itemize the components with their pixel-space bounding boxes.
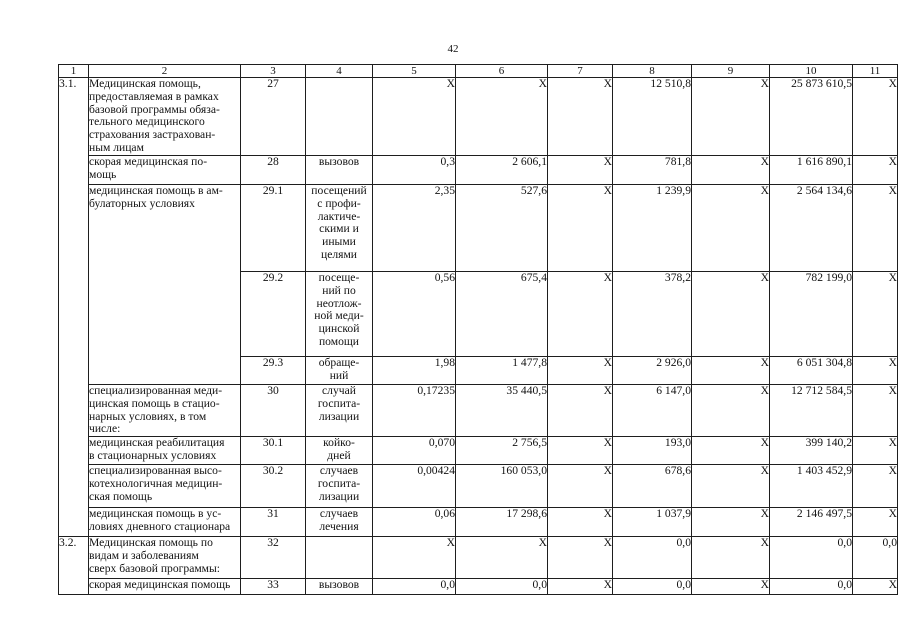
value-col-6: Х [538,536,547,550]
value-col-7: Х [603,184,612,197]
value-cell-col-7 [548,385,613,437]
value-cell-col-9 [692,357,770,385]
section-code-cell [59,78,89,537]
unit-line: лизации [318,489,360,503]
value-col-7: Х [603,578,612,592]
table-body [59,78,898,595]
line-number-cell [241,508,306,537]
value-cell-col-11 [853,385,898,437]
value-cell-col-10 [770,537,853,579]
column-number-10: 10 [770,65,853,78]
value-col-11: Х [888,464,897,478]
section-code: 3.1. [59,77,77,90]
value-col-6: 2 756,5 [512,436,547,450]
value-col-6: 160 053,0 [500,464,547,478]
value-cell-col-9 [692,537,770,579]
value-cell-col-8 [613,508,692,537]
value-cell-col-5 [373,156,456,185]
row-name-line: медицинская реабилитация [89,436,225,450]
value-cell-col-11 [853,78,898,156]
value-col-5: 0,06 [434,507,455,521]
row-name-line: базовой программы обяза- [89,102,220,116]
value-col-9: Х [760,507,769,521]
table-row [59,537,898,579]
value-cell-col-6 [456,78,548,156]
value-col-8: 0,0 [676,536,691,550]
value-col-6: 35 440,5 [506,384,547,397]
row-name-line: сверх базовой программы: [89,561,221,575]
value-cell-col-8 [613,385,692,437]
value-cell-col-6 [456,579,548,595]
line-number: 31 [267,507,279,521]
row-name-line: ным лицам [89,140,144,154]
value-col-10: 782 199,0 [805,271,852,284]
value-cell-col-9 [692,272,770,357]
line-number-cell [241,579,306,595]
line-number-cell [241,537,306,579]
row-name-cell [89,156,241,185]
value-cell-col-6 [456,385,548,437]
column-number-6: 6 [456,65,548,78]
value-col-8: 193,0 [664,436,691,450]
value-col-9: Х [760,184,769,197]
value-cell-col-7 [548,78,613,156]
page-number: 42 [447,43,459,55]
value-col-5: Х [446,77,455,90]
value-cell-col-8 [613,156,692,185]
value-col-6: 2 606,1 [512,155,547,168]
row-name-cell [89,465,241,508]
value-col-9: Х [760,384,769,397]
line-number-cell [241,385,306,437]
value-cell-col-10 [770,156,853,185]
value-col-10: 0,0 [837,578,852,592]
value-col-8: 1 239,9 [656,184,691,197]
column-number-7: 7 [548,65,613,78]
unit-line: вызовов [318,578,360,592]
value-cell-col-7 [548,465,613,508]
value-col-5: 0,56 [434,271,455,284]
value-cell-col-5 [373,537,456,579]
unit-line: случаев [319,464,359,478]
line-number: 29.2 [262,271,284,284]
value-cell-col-9 [692,78,770,156]
value-col-10: 12 712 584,5 [791,384,852,397]
value-col-5: 0,070 [428,436,455,450]
value-cell-col-10 [770,465,853,508]
value-col-11: Х [888,271,897,284]
row-name-cell [89,185,241,385]
value-col-9: Х [760,356,769,369]
value-cell-col-10 [770,579,853,595]
value-col-9: Х [760,271,769,284]
value-cell-col-5 [373,78,456,156]
value-cell-col-9 [692,465,770,508]
unit-line: койко- [323,436,355,450]
value-col-6: 527,6 [520,184,547,197]
line-number-cell [241,437,306,465]
value-cell-col-7 [548,579,613,595]
value-cell-col-5 [373,185,456,272]
row-name-line: Медицинская помощь, [89,77,201,90]
row-name-line: специализированная высо- [89,464,222,478]
value-cell-col-8 [613,579,692,595]
column-number-1: 1 [59,65,89,78]
unit-line: цинской [318,322,360,336]
unit-line: ной меди- [314,309,364,323]
value-cell-col-11 [853,272,898,357]
unit-line: случай [322,384,356,397]
value-col-11: Х [888,77,897,90]
table-row [59,465,898,508]
row-name-cell [89,437,241,465]
value-col-9: Х [760,536,769,550]
value-cell-col-6 [456,156,548,185]
line-number: 28 [267,155,279,168]
value-col-10: 6 051 304,8 [796,356,852,369]
value-cell-col-9 [692,156,770,185]
value-cell-col-11 [853,508,898,537]
row-name-line: страхования застрахован- [89,128,216,142]
value-cell-col-10 [770,385,853,437]
value-col-9: Х [760,77,769,90]
unit-cell [306,537,373,579]
value-col-7: Х [603,507,612,521]
unit-line: лактиче- [317,209,361,223]
table-row [59,185,898,272]
value-cell-col-7 [548,156,613,185]
value-cell-col-5 [373,385,456,437]
line-number: 32 [267,536,279,550]
row-name-line: специализированная меди- [89,384,223,397]
value-cell-col-6 [456,437,548,465]
unit-line: госпита- [317,476,361,490]
value-col-10: 399 140,2 [805,436,852,450]
line-number: 30 [267,384,279,397]
value-col-10: 2 146 497,5 [796,507,852,521]
row-name-line: цинская помощь в стацио- [89,396,220,410]
value-col-7: Х [603,436,612,450]
value-cell-col-11 [853,185,898,272]
value-col-7: Х [603,155,612,168]
value-col-11: Х [888,578,897,592]
value-cell-col-7 [548,508,613,537]
unit-line: посещений [311,184,367,197]
value-col-9: Х [760,155,769,168]
column-number-5: 5 [373,65,456,78]
value-cell-col-8 [613,272,692,357]
value-cell-col-6 [456,465,548,508]
row-name-line: мощь [89,167,117,181]
unit-line: обраще- [318,356,360,369]
value-cell-col-7 [548,437,613,465]
value-col-5: 2,35 [434,184,455,197]
value-cell-col-6 [456,508,548,537]
section-code-cell [59,537,89,595]
table-row [59,156,898,185]
column-number-8: 8 [613,65,692,78]
value-col-10: 0,0 [837,536,852,550]
value-col-5: 1,98 [434,356,455,369]
data-table [58,64,898,595]
unit-line: случаев [319,507,359,521]
value-col-10: 25 873 610,5 [791,77,852,90]
unit-cell [306,579,373,595]
row-name-line: медицинская помощь в ам- [89,184,223,197]
line-number-cell [241,156,306,185]
table-row [59,437,898,465]
unit-line: помощи [318,334,360,348]
unit-line: вызовов [318,155,360,168]
unit-line: дней [327,448,351,462]
row-name-cell [89,508,241,537]
unit-cell [306,385,373,437]
value-col-9: Х [760,464,769,478]
value-col-7: Х [603,77,612,90]
row-name-line: ская помощь [89,489,153,503]
row-name-line: скорая медицинская по- [89,155,208,168]
unit-cell [306,437,373,465]
row-name-line: нарных условиях, в том [89,409,207,423]
row-name-line: числе: [89,422,121,436]
value-col-7: Х [603,356,612,369]
value-col-7: Х [603,384,612,397]
value-col-9: Х [760,436,769,450]
column-number-3: 3 [241,65,306,78]
value-cell-col-11 [853,537,898,579]
column-number-11: 11 [853,65,898,78]
value-col-8: 678,6 [664,464,691,478]
line-number-cell [241,272,306,357]
unit-line: неотлож- [316,296,362,310]
value-cell-col-8 [613,78,692,156]
value-col-10: 1 616 890,1 [796,155,852,168]
value-cell-col-11 [853,579,898,595]
row-name-line: котехнологичная медицин- [89,476,223,490]
value-cell-col-9 [692,185,770,272]
unit-line: лечения [319,519,359,533]
unit-line: с профи- [317,196,361,210]
unit-cell [306,156,373,185]
unit-line: целями [320,247,357,261]
value-col-6: 1 477,8 [512,356,547,369]
value-col-6: 0,0 [532,578,547,592]
line-number: 30.2 [262,464,284,478]
value-cell-col-10 [770,78,853,156]
value-cell-col-11 [853,156,898,185]
value-cell-col-11 [853,357,898,385]
unit-line: иными [322,235,356,249]
value-col-8: 12 510,8 [650,77,691,90]
line-number: 29.1 [262,184,284,197]
unit-cell [306,508,373,537]
row-name-line: скорая медицинская помощь [89,578,231,592]
value-cell-col-6 [456,185,548,272]
value-cell-col-9 [692,385,770,437]
value-col-11: Х [888,356,897,369]
value-col-8: 781,8 [664,155,691,168]
value-cell-col-8 [613,437,692,465]
value-col-8: 6 147,0 [656,384,691,397]
line-number: 29.3 [262,356,284,369]
section-code: 3.2. [59,536,77,550]
table-row [59,508,898,537]
value-cell-col-6 [456,357,548,385]
table-row [59,78,898,156]
unit-cell [306,185,373,272]
value-cell-col-10 [770,185,853,272]
value-col-5: 0,0 [440,578,455,592]
value-cell-col-7 [548,272,613,357]
value-col-5: 0,3 [440,155,455,168]
value-col-8: 2 926,0 [656,356,691,369]
value-col-5: Х [446,536,455,550]
value-col-11: 0,0 [882,536,897,550]
unit-line: ний [329,368,349,382]
value-cell-col-5 [373,357,456,385]
value-cell-col-7 [548,357,613,385]
line-number: 30.1 [262,436,284,450]
unit-line: ний по [322,283,356,297]
table-header [59,65,898,78]
value-cell-col-5 [373,272,456,357]
line-number: 33 [267,578,279,592]
value-col-5: 0,00424 [417,464,455,478]
value-col-9: Х [760,578,769,592]
value-cell-col-5 [373,465,456,508]
value-cell-col-8 [613,357,692,385]
value-col-5: 0,17235 [417,384,455,397]
unit-cell [306,357,373,385]
line-number-cell [241,465,306,508]
value-cell-col-10 [770,508,853,537]
value-cell-col-5 [373,437,456,465]
column-number-9: 9 [692,65,770,78]
row-name-cell [89,78,241,156]
value-cell-col-9 [692,508,770,537]
table-row [59,579,898,595]
unit-cell [306,272,373,357]
value-cell-col-8 [613,185,692,272]
unit-line: скими и [319,222,359,236]
unit-line: посеще- [318,271,360,284]
row-name-line: предоставляемая в рамках [89,89,219,103]
value-cell-col-7 [548,537,613,579]
value-col-6: 17 298,6 [506,507,547,521]
row-name-line: ловиях дневного стационара [89,519,231,533]
value-col-11: Х [888,184,897,197]
line-number-cell [241,357,306,385]
unit-cell [306,465,373,508]
value-col-6: 675,4 [520,271,547,284]
row-name-cell [89,537,241,579]
row-name-cell [89,579,241,595]
value-cell-col-9 [692,437,770,465]
column-number-2: 2 [89,65,241,78]
value-cell-col-10 [770,272,853,357]
column-number-4: 4 [306,65,373,78]
value-cell-col-8 [613,465,692,508]
value-cell-col-8 [613,537,692,579]
line-number-cell [241,185,306,272]
unit-cell [306,78,373,156]
value-cell-col-7 [548,185,613,272]
unit-line: лизации [318,409,360,423]
row-name-line: Медицинская помощь по [89,536,213,550]
value-col-11: Х [888,436,897,450]
value-col-11: Х [888,384,897,397]
column-number-row [59,65,898,78]
value-cell-col-5 [373,579,456,595]
value-col-10: 2 564 134,6 [796,184,852,197]
value-col-7: Х [603,271,612,284]
row-name-line: тельного медицинского [89,115,205,129]
line-number: 27 [267,77,279,90]
row-name-line: медицинская помощь в ус- [89,507,222,521]
value-cell-col-10 [770,437,853,465]
value-cell-col-10 [770,357,853,385]
value-cell-col-11 [853,437,898,465]
value-cell-col-9 [692,579,770,595]
unit-line: госпита- [317,396,361,410]
value-col-11: Х [888,507,897,521]
row-name-cell [89,385,241,437]
value-col-7: Х [603,536,612,550]
value-col-7: Х [603,464,612,478]
value-cell-col-6 [456,537,548,579]
line-number-cell [241,78,306,156]
table-row [59,385,898,437]
value-col-6: Х [538,77,547,90]
value-col-10: 1 403 452,9 [796,464,852,478]
value-col-8: 378,2 [664,271,691,284]
row-name-line: булаторных условиях [89,196,195,210]
value-cell-col-11 [853,465,898,508]
value-col-11: Х [888,155,897,168]
value-col-8: 1 037,9 [656,507,691,521]
row-name-line: в стационарных условиях [89,448,217,462]
value-cell-col-6 [456,272,548,357]
value-cell-col-5 [373,508,456,537]
row-name-line: видам и заболеваниям [89,548,199,562]
value-col-8: 0,0 [676,578,691,592]
